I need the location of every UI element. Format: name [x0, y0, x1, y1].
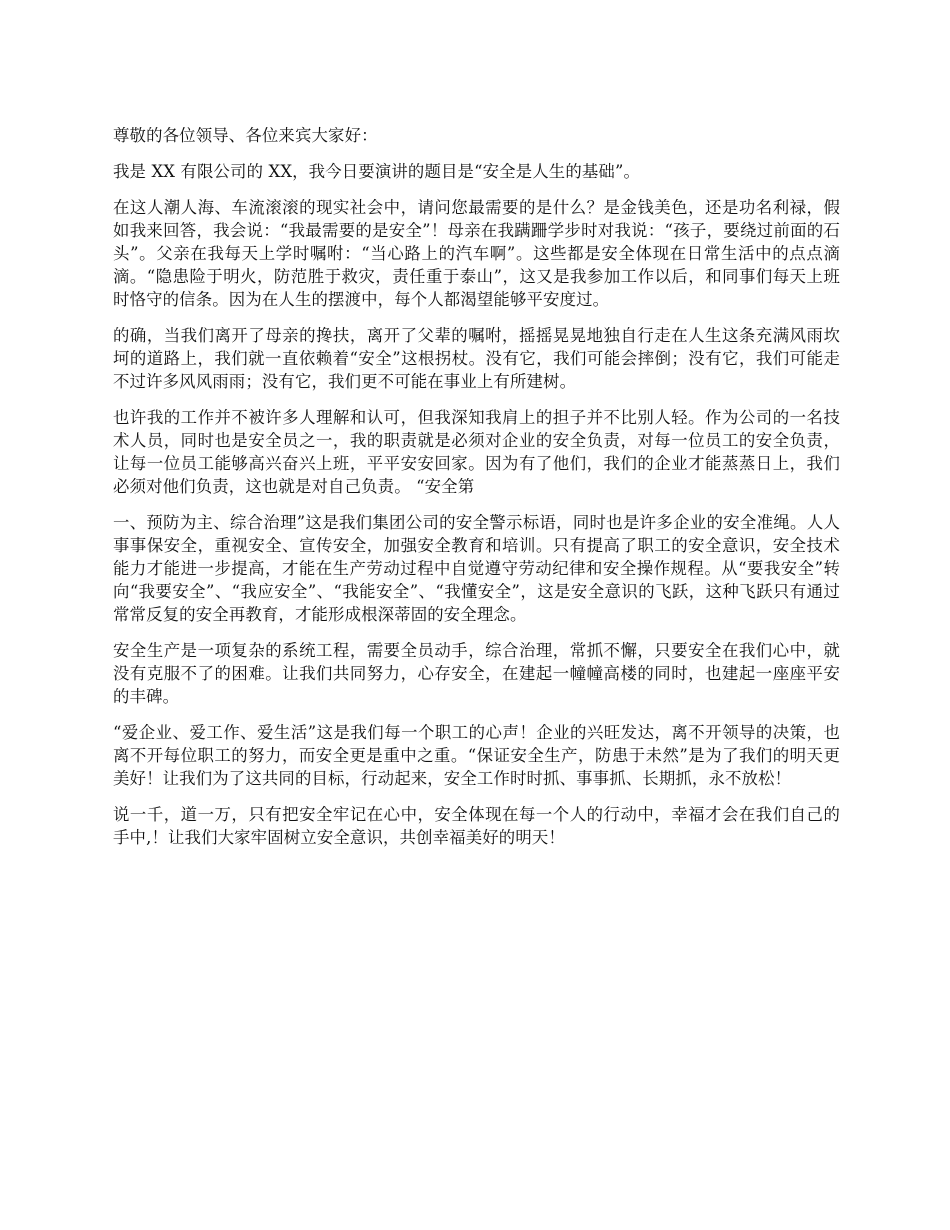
- document-body: [113, 124, 840, 862]
- paragraph-conclusion: 说一千，道一万，只有把安全牢记在心中，安全体现在每一个人的行动中，幸福才会在我们自己的手中,！让我们大家牢固树立安全意识，共创幸福美好的明天！: [113, 805, 840, 847]
- paragraph-greeting: 尊敬的各位领导、各位来宾大家好：: [113, 126, 378, 145]
- paragraph-introduction: 我是 XX 有限公司的 XX，我今日要演讲的题目是“安全是人生的基础”。: [113, 162, 641, 181]
- paragraph-prevention-slogan: 一、预防为主、综合治理”这是我们集团公司的安全警示标语，同时也是许多企业的安全准绳。人人事事保安全，重视安全、宣传安全，加强安全教育和培训。只有提高了职工的安全意识，安全技术能力才能进一步提高，才能在生产劳动过程中自觉遵守劳动纪律和安全操作规程。从“要我安全”转向“我要安全”、“我应安全”、“我能安全”、“我懂安全”，这是安全意识的飞跃，这种飞跃只有通过常常反复的安全再教育，才能形成根深蒂固的安全理念。: [113, 513, 840, 624]
- paragraph-love-enterprise: “爱企业、爱工作、爱生活”这是我们每一个职工的心声！企业的兴旺发达，离不开领导的决策，也离不开每位职工的努力，而安全更是重中之重。“保证安全生产，防患于未然”是为了我们的明天更美好！让我们为了这共同的目标，行动起来，安全工作时时抓、事事抓、长期抓，永不放松！: [113, 723, 840, 788]
- paragraph-job-responsibility: 也许我的工作并不被许多人理解和认可，但我深知我肩上的担子并不比别人轻。作为公司的一名技术人员，同时也是安全员之一，我的职责就是必须对企业的安全负责，对每一位员工的安全负责，让每一位员工能够高兴奋兴上班，平平安安回家。因为有了他们，我们的企业才能蒸蒸日上，我们必须对他们负责，这也就是对自己负责。 “安全第: [113, 408, 840, 496]
- paragraph-safety-crutch: 的确，当我们离开了母亲的搀扶，离开了父辈的嘱咐，摇摇晃晃地独自行走在人生这条充满风雨坎坷的道路上，我们就一直依赖着“安全”这根拐杖。没有它，我们可能会摔倒；没有它，我们可能走不过许多风风雨雨；没有它，我们更不可能在事业上有所建树。: [113, 326, 840, 391]
- paragraph-safety-need: 在这人潮人海、车流滚滚的现实社会中，请问您最需要的是什么？是金钱美色，还是功名利禄，假如我来回答，我会说：“我最需要的是安全”！母亲在我蹒跚学步时对我说：“孩子，要绕过前面的石头”。父亲在我每天上学时嘱咐：“当心路上的汽车啊”。这些都是安全体现在日常生活中的点点滴滴。“隐患险于明火，防范胜于救灾，责任重于泰山”，这又是我参加工作以后，和同事们每天上班时恪守的信条。因为在人生的摆渡中，每个人都渴望能够平安度过。: [113, 198, 840, 309]
- paragraph-system-engineering: 安全生产是一项复杂的系统工程，需要全员动手，综合治理，常抓不懈，只要安全在我们心中，就没有克服不了的困难。让我们共同努力，心存安全，在建起一幢幢高楼的同时，也建起一座座平安的丰碑。: [113, 641, 840, 706]
